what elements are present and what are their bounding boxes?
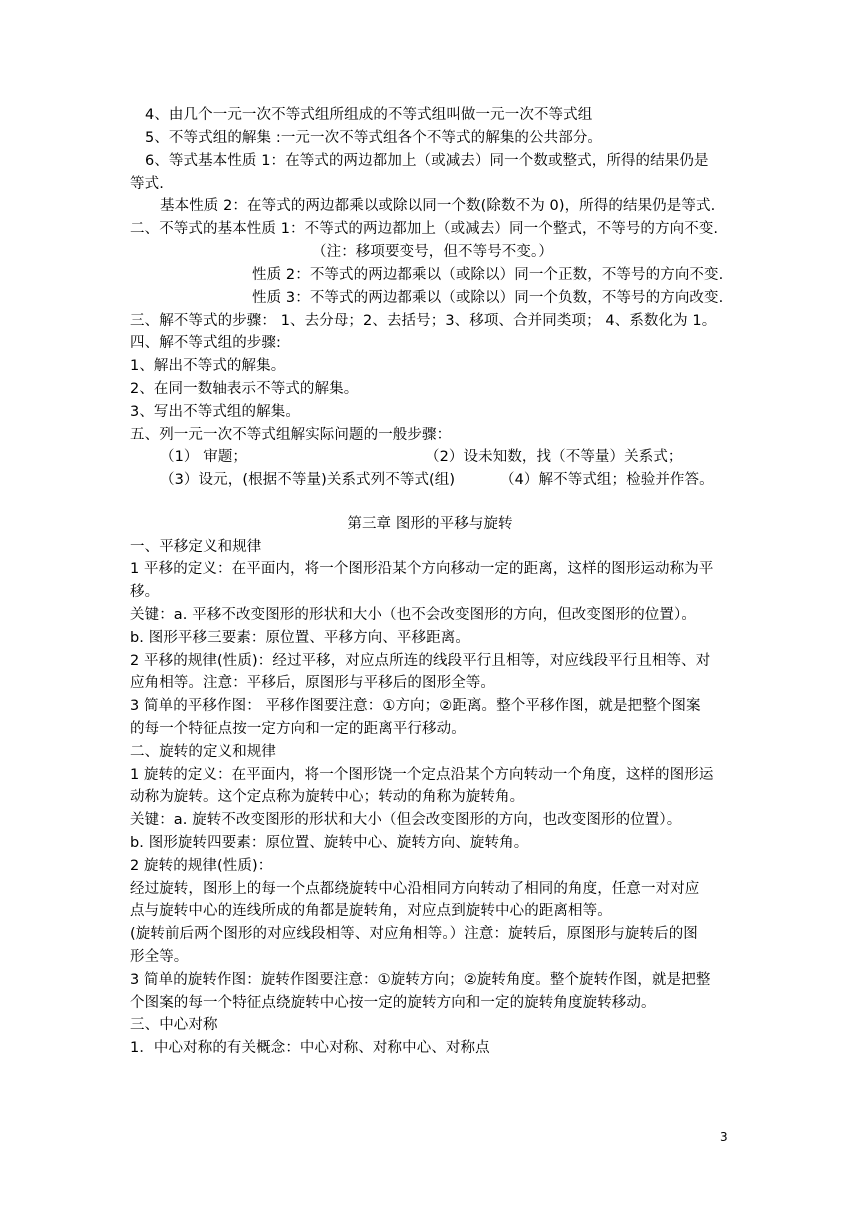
text-line: 移。: [130, 584, 160, 600]
text-line: 等式.: [130, 176, 164, 192]
text-line: 1 旋转的定义：在平面内，将一个图形饶一个定点沿某个方向转动一个角度，这样的图形运: [130, 767, 714, 783]
text-line: 三、解不等式的步骤： 1、去分母；2、去括号；3、移项、合并同类项； 4、系数化为 1。: [130, 313, 717, 329]
text-line: 二、不等式的基本性质 1：不等式的两边都加上（或减去）同一个整式，不等号的方向不变.: [130, 221, 719, 237]
text-line: 点与旋转中心的连线所成的角都是旋转角，对应点到旋转中心的距离相等。: [130, 903, 612, 919]
page-number: 3: [720, 1130, 728, 1144]
text-line: 1．中心对称的有关概念：中心对称、对称中心、对称点: [130, 1040, 490, 1056]
text-line: b. 图形平移三要素：原位置、平移方向、平移距离。: [130, 630, 470, 646]
text-line: 2、在同一数轴表示不等式的解集。: [130, 381, 359, 397]
text-line: 动称为旋转。这个定点称为旋转中心；转动的角称为旋转角。: [130, 789, 525, 805]
text-line: 应角相等。注意：平移后，原图形与平移后的图形全等。: [130, 675, 495, 691]
text-line: 二、旋转的定义和规律: [130, 744, 276, 760]
text-line: 3 简单的旋转作图：旋转作图要注意：①旋转方向；②旋转角度。整个旋转作图，就是把整: [130, 972, 711, 988]
text-line: 四、解不等式组的步骤:: [130, 335, 281, 351]
text-line: (旋转前后两个图形的对应线段相等、对应角相等。）注意：旋转后，原图形与旋转后的图: [130, 926, 698, 942]
text-line: （1） 审题；: [160, 449, 248, 465]
text-line: 形全等。: [130, 949, 189, 965]
text-line: 关键：a. 旋转不改变图形的形状和大小（但会改变图形的方向，也改变图形的位置）。: [130, 812, 682, 828]
text-line: 的每一个特征点按一定方向和一定的距离平行移动。: [130, 721, 466, 737]
text-line: （2）设未知数，找（不等量）关系式；: [425, 449, 683, 465]
text-line: 3 简单的平移作图： 平移作图要注意：①方向；②距离。整个平移作图，就是把整个图案: [130, 698, 701, 714]
text-line: 4、由几个一元一次不等式组所组成的不等式组叫做一元一次不等式组: [145, 107, 593, 123]
text-line: 性质 3：不等式的两边都乘以（或除以）同一个负数，不等号的方向改变.: [252, 290, 724, 306]
text-line: 五、列一元一次不等式组解实际问题的一般步骤：: [130, 427, 452, 443]
text-line: 6、等式基本性质 1：在等式的两边都加上（或减去）同一个数或整式，所得的结果仍是: [145, 153, 709, 169]
text-line: 2 平移的规律(性质)：经过平移，对应点所连的线段平行且相等，对应线段平行且相等、对: [130, 653, 711, 669]
text-line: 1 平移的定义：在平面内，将一个图形沿某个方向移动一定的距离，这样的图形运动称为平: [130, 561, 714, 577]
text-line: 性质 2：不等式的两边都乘以（或除以）同一个正数，不等号的方向不变.: [252, 267, 724, 283]
text-line: b. 图形旋转四要素：原位置、旋转中心、旋转方向、旋转角。: [130, 835, 529, 851]
text-line: 个图案的每一个特征点绕旋转中心按一定的旋转方向和一定的旋转角度旋转移动。: [130, 995, 656, 1011]
text-line: 3、写出不等式组的解集。: [130, 404, 300, 420]
chapter-title: 第三章 图形的平移与旋转: [347, 516, 513, 532]
text-line: 一、平移定义和规律: [130, 539, 262, 555]
text-line: 2 旋转的规律(性质)：: [130, 858, 273, 874]
text-line: （3）设元，(根据不等量)关系式列不等式(组): [160, 472, 456, 488]
text-line: 经过旋转，图形上的每一个点都绕旋转中心沿相同方向转动了相同的角度，任意一对对应: [130, 881, 700, 897]
text-line: 三、中心对称: [130, 1017, 218, 1033]
text-line: 关键：a. 平移不改变图形的形状和大小（也不会改变图形的方向，但改变图形的位置）。: [130, 607, 696, 623]
text-line: （4）解不等式组；检验并作答。: [500, 472, 714, 488]
text-line: （注：移项要变号，但不等号不变。）: [312, 244, 553, 260]
text-line: 1、解出不等式的解集。: [130, 358, 286, 374]
text-line: 基本性质 2：在等式的两边都乘以或除以同一个数(除数不为 0)，所得的结果仍是等式.: [160, 198, 716, 214]
text-line: 5、不等式组的解集 :一元一次不等式组各个不等式的解集的公共部分。: [145, 130, 603, 146]
